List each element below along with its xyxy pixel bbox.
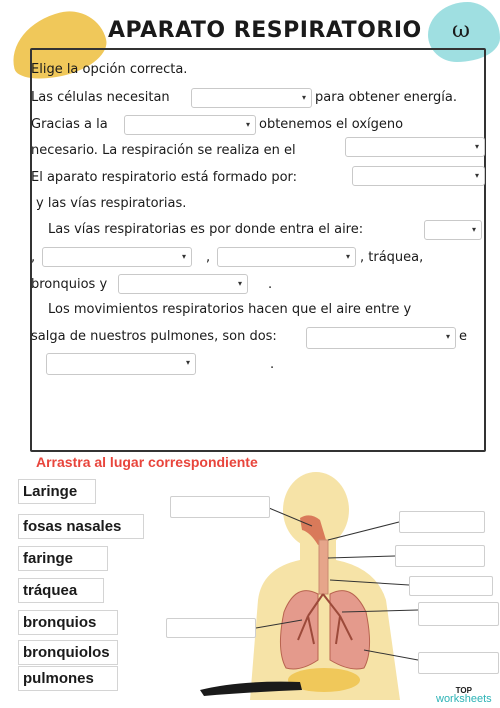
drop-target[interactable]	[170, 496, 270, 518]
drop-target[interactable]	[418, 602, 499, 626]
sentence-text: ,	[206, 250, 211, 265]
drag-chip-fosas-nasales[interactable]: fosas nasales	[18, 514, 144, 539]
brand-name: worksheets	[436, 693, 492, 705]
sentence-text: .	[270, 357, 275, 372]
brand-logo	[436, 686, 492, 704]
sentence-text: , tráquea,	[360, 250, 424, 265]
sentence-text: Los movimientos respiratorios hacen que el aire entre y	[48, 302, 412, 317]
pointer-line	[328, 556, 395, 558]
drag-chip-laringe[interactable]: Laringe	[18, 479, 96, 504]
drop-target[interactable]	[409, 576, 493, 596]
chevron-down-icon: ▾	[301, 93, 306, 102]
drag-chip-faringe[interactable]: faringe	[18, 546, 108, 571]
sentence-text: bronquios y	[31, 277, 108, 292]
sentence-text: .	[268, 277, 273, 292]
sentence-text: obtenemos el oxígeno	[259, 117, 404, 132]
sentence-text: necesario. La respiración se realiza en el	[31, 143, 296, 158]
sentence-text: y las vías respiratorias.	[36, 196, 187, 211]
drop-target[interactable]	[166, 618, 256, 638]
drag-chip-bronquios[interactable]: bronquios	[18, 610, 118, 635]
drag-chip-traquea[interactable]: tráquea	[18, 578, 104, 603]
chevron-down-icon: ▾	[181, 252, 186, 261]
sentence-text: Las células necesitan	[31, 90, 170, 105]
sentence-text: Gracias a la	[31, 117, 108, 132]
sentence-text: para obtener energía.	[315, 90, 457, 105]
drag-chip-bronquiolos[interactable]: bronquiolos	[18, 640, 118, 665]
drop-target[interactable]	[395, 545, 485, 567]
chevron-down-icon: ▾	[245, 120, 250, 129]
drag-chip-pulmones[interactable]: pulmones	[18, 666, 118, 691]
drop-target[interactable]	[399, 511, 485, 533]
sentence-text: salga de nuestros pulmones, son dos:	[31, 329, 277, 344]
chevron-down-icon: ▾	[445, 332, 450, 341]
page-title: APARATO RESPIRATORIO	[108, 18, 422, 43]
chevron-down-icon: ▾	[237, 279, 242, 288]
drag-instruction: Arrastra al lugar correspondiente	[36, 454, 258, 470]
sentence-text: ,	[31, 250, 36, 265]
sentence-text: Las vías respiratorias es por donde entra el aire:	[48, 222, 364, 237]
chevron-down-icon: ▾	[474, 171, 479, 180]
chevron-down-icon: ▾	[474, 142, 479, 151]
brand-top: TOP	[455, 686, 472, 695]
instruction-text: Elige la opción correcta.	[31, 62, 188, 77]
chevron-down-icon: ▾	[345, 252, 350, 261]
chevron-down-icon: ▾	[185, 358, 190, 367]
sentence-text: e	[459, 329, 467, 344]
chevron-down-icon: ▾	[471, 225, 476, 234]
drop-target[interactable]	[418, 652, 499, 674]
sentence-text: El aparato respiratorio está formado por:	[31, 170, 298, 185]
trachea-shape	[319, 540, 328, 594]
spiral-icon: ω	[452, 18, 470, 43]
